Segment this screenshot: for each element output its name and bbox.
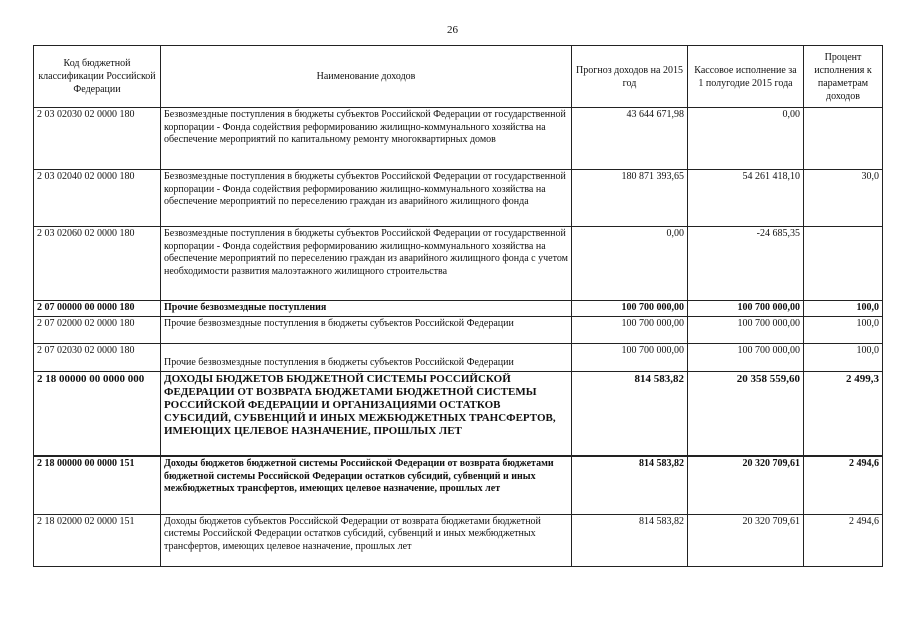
table-row	[34, 227, 883, 301]
row-forecast: 180 871 393,65	[572, 170, 688, 227]
row-execution: 100 700 000,00	[688, 316, 804, 343]
row-execution: 20 320 709,61	[688, 514, 804, 566]
row-code: 2 18 00000 00 0000 151	[34, 456, 161, 514]
table-row	[34, 371, 883, 456]
row-code: 2 18 02000 02 0000 151	[34, 514, 161, 566]
table-row	[34, 301, 883, 317]
row-forecast: 100 700 000,00	[572, 343, 688, 371]
header-forecast: Прогноз доходов на 2015 год	[572, 46, 688, 108]
header-name: Наименование доходов	[161, 46, 572, 108]
row-forecast: 814 583,82	[572, 456, 688, 514]
table-row	[34, 108, 883, 170]
row-execution: 100 700 000,00	[688, 301, 804, 317]
row-code: 2 03 02030 02 0000 180	[34, 108, 161, 170]
row-percent: 100,0	[804, 316, 883, 343]
page-number: 26	[447, 24, 458, 36]
row-name: Прочие безвозмездные поступления в бюджеты субъектов Российской Федерации	[161, 316, 572, 343]
row-execution: 54 261 418,10	[688, 170, 804, 227]
row-forecast: 814 583,82	[572, 371, 688, 456]
row-code: 2 18 00000 00 0000 000	[34, 371, 161, 456]
table-row	[34, 514, 883, 566]
table-header-row	[34, 46, 883, 108]
row-name: Безвозмездные поступления в бюджеты субъектов Российской Федерации от государственной корпорации - Фонда содействия реформированию жилищно-коммунального хозяйства на обеспечение мероприятий по капитальному ремонту многоквартирных домов	[161, 108, 572, 170]
header-percent: Процент исполнения к параметрам доходов	[804, 46, 883, 108]
row-execution: 20 358 559,60	[688, 371, 804, 456]
row-percent	[804, 108, 883, 170]
row-code: 2 07 02000 02 0000 180	[34, 316, 161, 343]
table-row	[34, 456, 883, 514]
row-execution: 0,00	[688, 108, 804, 170]
row-forecast: 0,00	[572, 227, 688, 301]
row-percent: 2 494,6	[804, 456, 883, 514]
row-name: Безвозмездные поступления в бюджеты субъектов Российской Федерации от государственной корпорации - Фонда содействия реформированию жилищно-коммунального хозяйства на обеспечение мероприятий по переселению граждан из аварийного жилищного фонда с учетом необходимости развития малоэтажного жилищного строительства	[161, 227, 572, 301]
row-name: Доходы бюджетов бюджетной системы Российской Федерации от возврата бюджетами бюджетной системы Российской Федерации остатков субсидий, субвенций и иных межбюджетных трансфертов, имеющих целевое назначение, прошлых лет	[161, 456, 572, 514]
row-percent: 2 494,6	[804, 514, 883, 566]
row-execution: 100 700 000,00	[688, 343, 804, 371]
row-execution: -24 685,35	[688, 227, 804, 301]
row-code: 2 07 00000 00 0000 180	[34, 301, 161, 317]
row-percent	[804, 227, 883, 301]
row-name: ДОХОДЫ БЮДЖЕТОВ БЮДЖЕТНОЙ СИСТЕМЫ РОССИЙСКОЙ ФЕДЕРАЦИИ ОТ ВОЗВРАТА БЮДЖЕТАМИ БЮДЖЕТНОЙ СИСТЕМЫ РОССИЙСКОЙ ФЕДЕРАЦИИ И ОРГАНИЗАЦИЯМИ ОСТАТКОВ СУБСИДИЙ, СУБВЕНЦИЙ И ИНЫХ МЕЖБЮДЖЕТНЫХ ТРАНСФЕРТОВ, ИМЕЮЩИХ ЦЕЛЕВОЕ НАЗНАЧЕНИЕ, ПРОШЛЫХ ЛЕТ	[161, 371, 572, 456]
row-forecast: 814 583,82	[572, 514, 688, 566]
row-forecast: 100 700 000,00	[572, 316, 688, 343]
row-percent: 30,0	[804, 170, 883, 227]
row-name: Доходы бюджетов субъектов Российской Федерации от возврата бюджетами бюджетной системы Российской Федерации остатков субсидий, субвенций и иных межбюджетных трансфертов, имеющих целевое назначение, прошлых лет	[161, 514, 572, 566]
row-execution: 20 320 709,61	[688, 456, 804, 514]
row-percent: 2 499,3	[804, 371, 883, 456]
table-row	[34, 316, 883, 343]
row-forecast: 100 700 000,00	[572, 301, 688, 317]
table-row	[34, 170, 883, 227]
header-code: Код бюджетной классификации Российской Федерации	[34, 46, 161, 108]
revenue-table	[33, 45, 883, 567]
header-execution: Кассовое исполнение за 1 полугодие 2015 года	[688, 46, 804, 108]
row-percent: 100,0	[804, 301, 883, 317]
row-code: 2 03 02060 02 0000 180	[34, 227, 161, 301]
row-name: Безвозмездные поступления в бюджеты субъектов Российской Федерации от государственной корпорации - Фонда содействия реформированию жилищно-коммунального хозяйства на обеспечение мероприятий по переселению граждан из аварийного жилищного фонда	[161, 170, 572, 227]
row-code: 2 03 02040 02 0000 180	[34, 170, 161, 227]
row-name: Прочие безвозмездные поступления в бюджеты субъектов Российской Федерации	[161, 343, 572, 371]
row-code: 2 07 02030 02 0000 180	[34, 343, 161, 371]
row-name: Прочие безвозмездные поступления	[161, 301, 572, 317]
row-percent: 100,0	[804, 343, 883, 371]
row-forecast: 43 644 671,98	[572, 108, 688, 170]
table-row	[34, 343, 883, 371]
